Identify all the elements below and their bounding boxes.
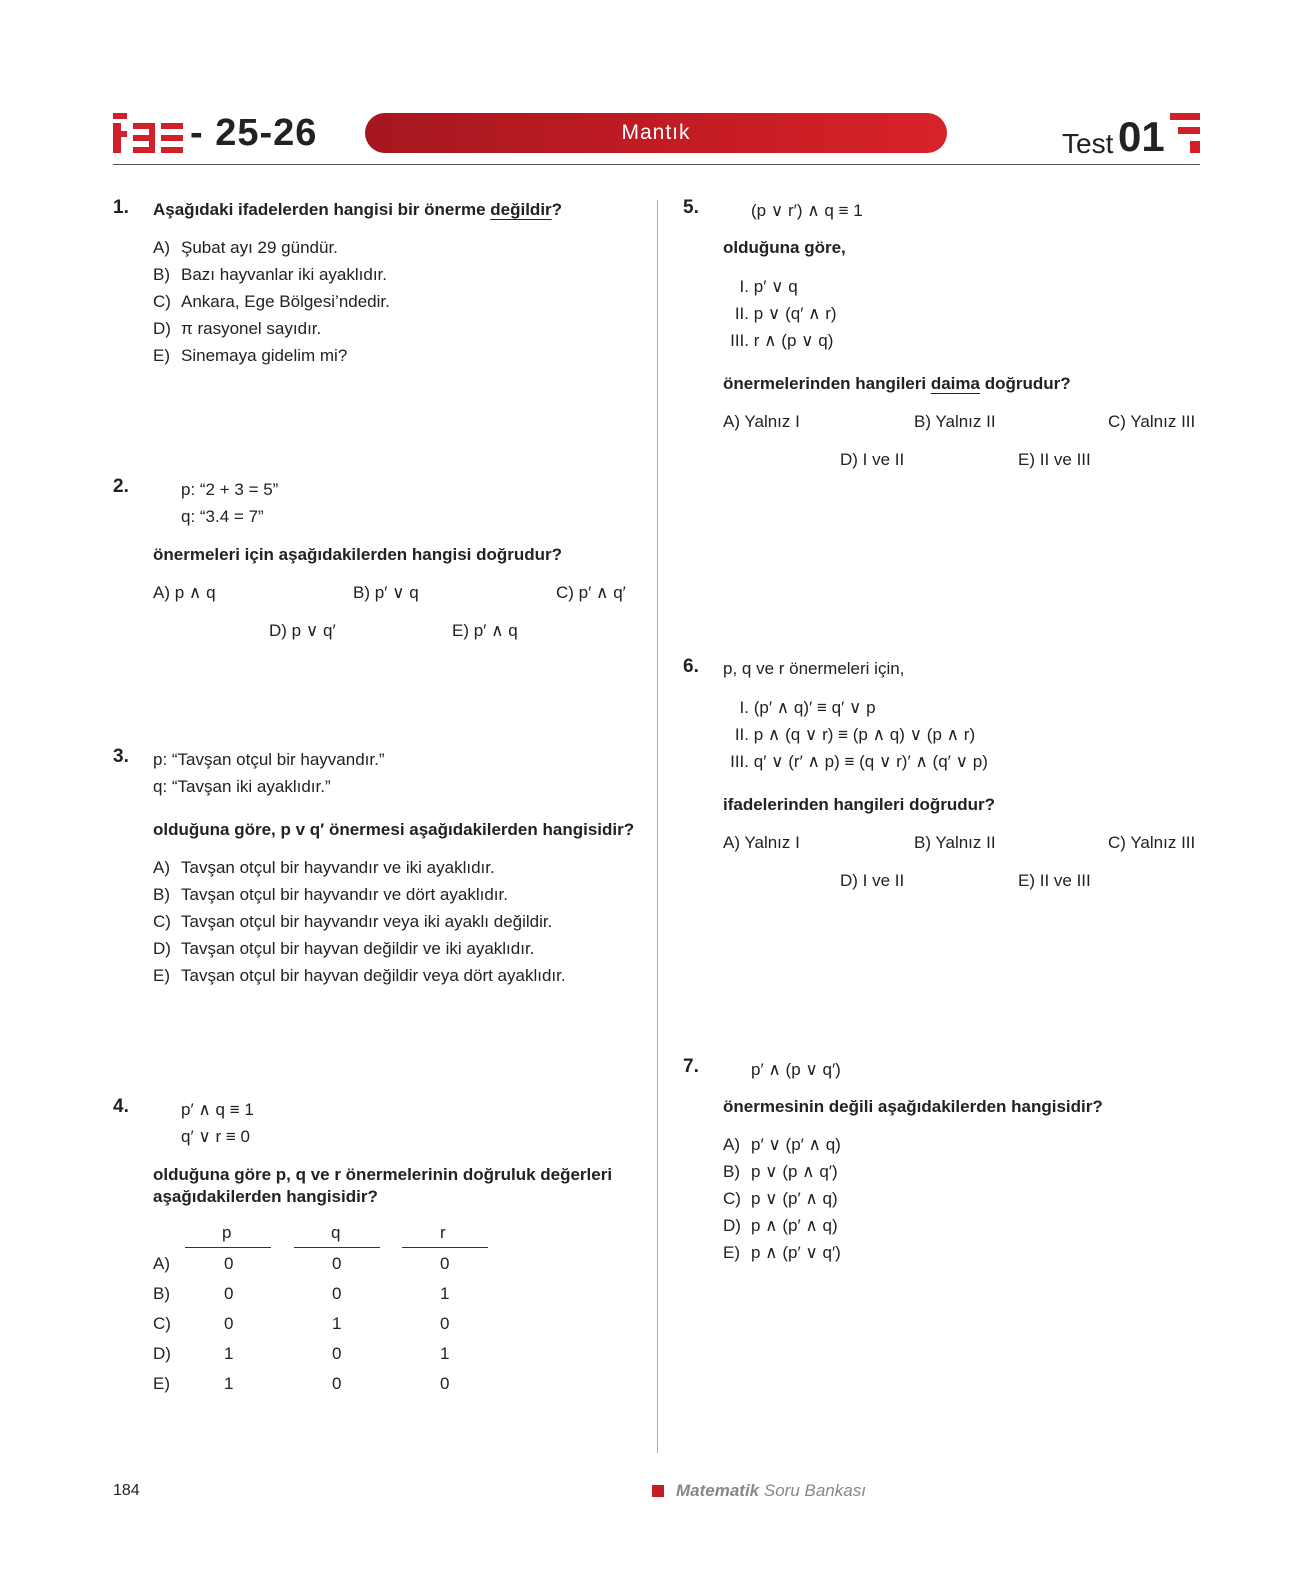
test-label: Test [1062, 128, 1114, 159]
q4-header-rule-r [402, 1247, 488, 1248]
q2-premise-q: q: “3.4 = 7” [181, 507, 264, 526]
q2-number: 2. [113, 476, 129, 497]
q2-premise-p: p: “2 + 3 = 5” [181, 480, 279, 499]
q6-stem: ifadelerinden hangileri doğrudur? [723, 795, 996, 814]
q3-option-a[interactable]: A) Tavşan otçul bir hayvandır ve iki ayaklıdır. [153, 858, 495, 877]
q5-option-a[interactable]: A) Yalnız I [723, 412, 800, 431]
q5-item-3: III. r ∧ (p ∨ q) [730, 331, 834, 350]
q1-option-e[interactable]: E) Sinemaya gidelim mi? [153, 346, 348, 365]
q1-options [153, 236, 390, 367]
header-divider [113, 164, 1200, 165]
q4-header-rule-p [185, 1247, 271, 1248]
q7-number: 7. [683, 1056, 699, 1077]
q3-number: 3. [113, 746, 129, 767]
faz-logo [113, 113, 185, 153]
q3-options [153, 856, 566, 987]
q5-intro: olduğuna göre, [723, 238, 846, 257]
q2-option-d[interactable]: D) p ∨ q′ [269, 621, 336, 640]
q6-item-3: III. q′ ∨ (r′ ∧ p) ≡ (q ∨ r)′ ∧ (q′ ∨ p) [730, 752, 988, 771]
q1-option-d[interactable]: D) π rasyonel sayıdır. [153, 319, 322, 338]
q6-option-e[interactable]: E) II ve III [1018, 871, 1091, 890]
q7-option-e[interactable]: E) p ∧ (p′ ∨ q′) [723, 1243, 841, 1262]
q5-item-2: II. p ∨ (q′ ∧ r) [734, 304, 837, 323]
q4-col-header-q: q [331, 1223, 341, 1242]
q6-number: 6. [683, 656, 699, 677]
topic-banner [365, 113, 947, 153]
q3-stem: olduğuna göre, p v q′ önermesi aşağıdakilerden hangisidir? [153, 820, 635, 839]
page-number: 184 [113, 1482, 140, 1499]
q1-number: 1. [113, 197, 129, 218]
q5-option-c[interactable]: C) Yalnız III [1108, 412, 1196, 431]
series-label: - 25-26 [190, 112, 318, 154]
column-divider [657, 200, 658, 1453]
q1-option-c[interactable]: C) Ankara, Ege Bölgesi’ndedir. [153, 292, 390, 311]
q7-option-d[interactable]: D) p ∧ (p′ ∧ q) [723, 1216, 838, 1235]
footer-square-icon [652, 1485, 664, 1497]
q6-item-1: I. (p′ ∧ q)′ ≡ q′ ∨ p [739, 698, 876, 717]
q4-number: 4. [113, 1096, 129, 1117]
test-number: 01 [1118, 113, 1165, 160]
q7-stem: önermesinin değili aşağıdakilerden hangisidir? [723, 1097, 1103, 1116]
q5-stem: önermelerinden hangileri daima doğrudur? [723, 374, 1071, 393]
q3-option-d[interactable]: D) Tavşan otçul bir hayvan değildir ve iki ayaklıdır. [153, 939, 535, 958]
q2-option-b[interactable]: B) p′ ∨ q [353, 583, 419, 602]
q4-header-rule-q [294, 1247, 380, 1248]
q2-option-c[interactable]: C) p′ ∧ q′ [556, 583, 626, 602]
q3-option-e[interactable]: E) Tavşan otçul bir hayvan değildir veya dört ayaklıdır. [153, 966, 566, 985]
q5-given: (p ∨ r′) ∧ q ≡ 1 [751, 201, 863, 220]
q3-premise-p: p: “Tavşan otçul bir hayvandır.” [153, 750, 385, 769]
q4-col-header-r: r [440, 1223, 446, 1242]
q1-stem: Aşağıdaki ifadelerden hangisi bir önerme değildir? [153, 200, 563, 219]
q6-option-b[interactable]: B) Yalnız II [914, 833, 996, 852]
q3-option-b[interactable]: B) Tavşan otçul bir hayvandır ve dört ayaklıdır. [153, 885, 508, 904]
q5-option-d[interactable]: D) I ve II [840, 450, 905, 469]
q4-stem-line1: olduğuna göre p, q ve r önermelerinin doğruluk değerleri [153, 1165, 613, 1184]
q7-options [723, 1133, 841, 1264]
q5-item-1: I. p′ ∨ q [739, 277, 798, 296]
q6-option-a[interactable]: A) Yalnız I [723, 833, 800, 852]
q5-number: 5. [683, 197, 699, 218]
q2-stem: önermeleri için aşağıdakilerden hangisi doğrudur? [153, 545, 563, 564]
q4-stem-line2: aşağıdakilerden hangisidir? [153, 1187, 378, 1206]
q4-given-2: q′ ∨ r ≡ 0 [181, 1127, 251, 1146]
q4-given-1: p′ ∧ q ≡ 1 [181, 1100, 254, 1119]
book-title: Matematik Soru Bankası [676, 1481, 866, 1500]
q6-item-2: II. p ∧ (q ∨ r) ≡ (p ∧ q) ∨ (p ∧ r) [734, 725, 976, 744]
q7-option-a[interactable]: A) p′ ∨ (p′ ∧ q) [723, 1135, 841, 1154]
q1-option-b[interactable]: B) Bazı hayvanlar iki ayaklıdır. [153, 265, 387, 284]
q7-given: p′ ∧ (p ∨ q′) [751, 1060, 841, 1079]
q6-intro: p, q ve r önermeleri için, [723, 659, 905, 678]
q1-option-a[interactable]: A) Şubat ayı 29 gündür. [153, 238, 338, 257]
q7-option-b[interactable]: B) p ∨ (p ∧ q′) [723, 1162, 838, 1181]
q5-option-e[interactable]: E) II ve III [1018, 450, 1091, 469]
q3-option-c[interactable]: C) Tavşan otçul bir hayvandır veya iki ayaklı değildir. [153, 912, 553, 931]
q4-col-header-p: p [222, 1223, 232, 1242]
q7-option-c[interactable]: C) p ∨ (p′ ∧ q) [723, 1189, 838, 1208]
q2-option-e[interactable]: E) p′ ∧ q [452, 621, 518, 640]
q2-option-a[interactable]: A) p ∧ q [153, 583, 216, 602]
topic-title: Mantık [621, 121, 691, 144]
q6-option-d[interactable]: D) I ve II [840, 871, 905, 890]
q6-option-c[interactable]: C) Yalnız III [1108, 833, 1196, 852]
q5-option-b[interactable]: B) Yalnız II [914, 412, 996, 431]
test-corner-mark [1170, 113, 1200, 153]
q3-premise-q: q: “Tavşan iki ayaklıdır.” [153, 777, 331, 796]
